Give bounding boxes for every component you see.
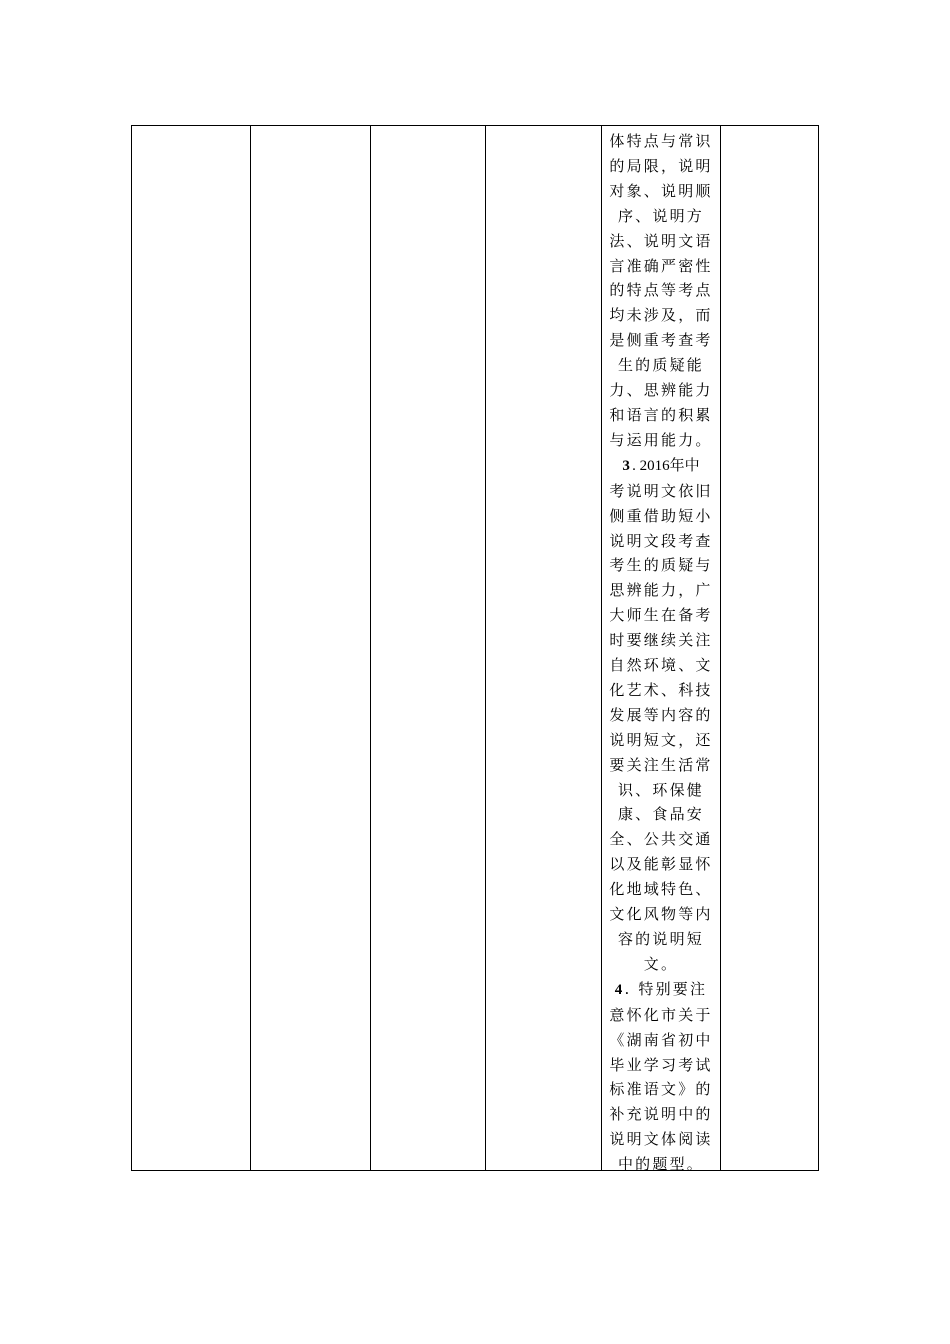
- point-3-first-line: . 2016年中: [632, 457, 700, 474]
- cell-line: 补充说明中的: [609, 1105, 713, 1124]
- cell-line: 以及能彰显怀: [609, 855, 713, 874]
- cell-line: 文化风物等内: [609, 905, 713, 924]
- cell-line: 说明文体阅读: [609, 1130, 713, 1149]
- table: [131, 125, 819, 1174]
- cell-line: 全、公共交通: [609, 830, 713, 849]
- cell-line: 毕业学习考试: [609, 1055, 713, 1074]
- column-divider: [370, 126, 371, 1170]
- cell-line: 是侧重考查考: [609, 331, 713, 350]
- point-4-heading: [602, 977, 720, 1003]
- cell-line: 识、环保健: [617, 780, 704, 799]
- cell-line: 中的题型。: [617, 1155, 704, 1174]
- column-divider: [250, 126, 251, 1170]
- cell-line: 考说明文依旧: [609, 481, 713, 500]
- cell-line: 康、食品安: [617, 805, 704, 824]
- cell-line: 体特点与常识: [609, 132, 713, 150]
- cell-line: 的局限，说明: [609, 156, 713, 175]
- cell-line: 化艺术、科技: [609, 680, 713, 699]
- cell-line: 序、说明方: [617, 206, 704, 225]
- analysis-cell: [602, 129, 720, 1177]
- cell-line: 大师生在备考: [609, 606, 713, 625]
- point-4-first-line: . 特别要注: [624, 979, 708, 998]
- cell-line: 说明文段考查: [609, 531, 713, 550]
- column-divider: [720, 126, 721, 1170]
- cell-line: 的特点等考点: [609, 281, 713, 300]
- cell-line: 与运用能力。: [609, 430, 713, 449]
- column-divider: [485, 126, 486, 1170]
- cell-line: 容的说明短: [617, 930, 704, 948]
- point-3-heading: [602, 453, 720, 479]
- cell-line: 生的质疑能: [617, 356, 704, 375]
- cell-line: 侧重借助短小: [609, 506, 713, 525]
- cell-line: 《湖南省初中: [609, 1030, 713, 1049]
- cell-line: 力、思辨能力: [609, 381, 713, 400]
- cell-line: 意怀化市关于: [609, 1005, 713, 1024]
- cell-line: 法、说明文语: [609, 231, 713, 250]
- cell-line: 均未涉及，而: [609, 306, 713, 325]
- point-3-number: 3: [622, 457, 633, 474]
- cell-line: 和语言的积累: [609, 405, 713, 424]
- cell-line: 考生的质疑与: [609, 556, 713, 575]
- cell-line: 时要继续关注: [609, 631, 713, 650]
- cell-line: 要关注生活常: [609, 755, 713, 774]
- cell-line: 说明短文，还: [609, 730, 713, 749]
- cell-line: 文。: [643, 954, 679, 973]
- cell-line: 化地域特色、: [609, 880, 713, 899]
- cell-line: 言准确严密性: [609, 256, 713, 275]
- cell-line: 对象、说明顺: [609, 181, 713, 200]
- cell-line: 自然环境、文: [609, 656, 713, 675]
- cell-line: 思辨能力，广: [609, 581, 713, 600]
- cell-line: 标准语文》的: [609, 1080, 713, 1099]
- cell-line: 发展等内容的: [609, 705, 713, 724]
- point-4-number: 4: [614, 981, 625, 998]
